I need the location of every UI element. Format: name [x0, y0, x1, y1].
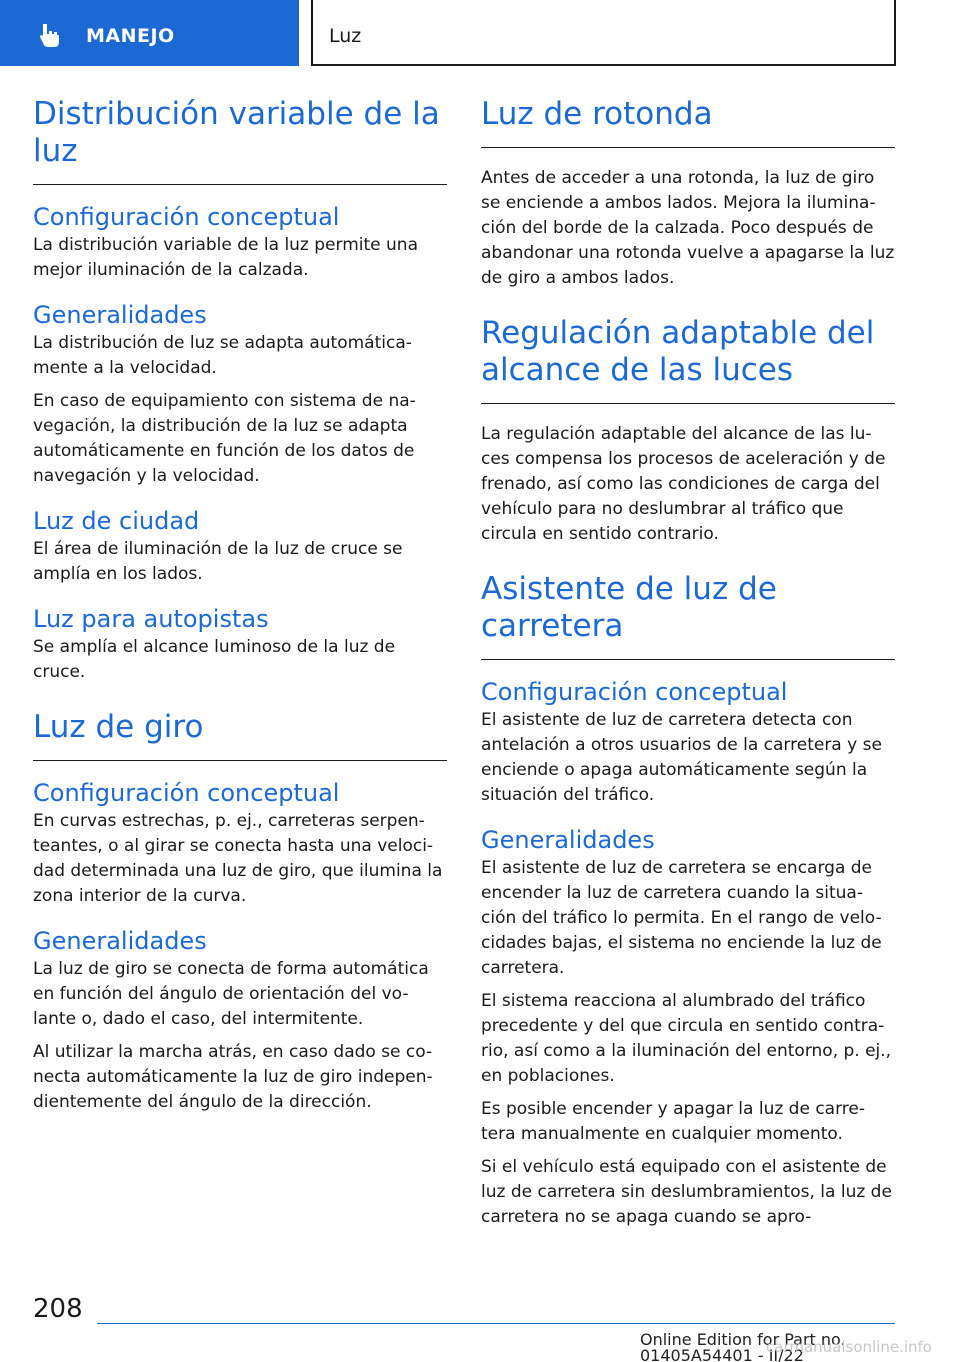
heading-rule	[33, 184, 447, 185]
subheading-dist-concept: Configuración conceptual	[33, 203, 340, 231]
paragraph: La regulación adaptable del alcance de las lu-ces compensa los procesos de aceleración y de frenado, así como las condiciones de carga del vehículo para no deslumbrar al tráfico que circula en sentido contrario.	[481, 424, 886, 544]
subheading-dist-generalidades: Generalidades	[33, 301, 207, 329]
subheading-giro-generalidades: Generalidades	[33, 927, 207, 955]
paragraph: En caso de equipamiento con sistema de na-vegación, la distribución de la luz se adapta automáticamente en función de los datos de navegación y la velocidad.	[33, 391, 416, 486]
paragraph: Es posible encender y apagar la luz de carre-tera manualmente en cualquier momento.	[481, 1099, 865, 1144]
section-label: MANEJO	[86, 25, 175, 47]
heading-asistente: Asistente de luz de carretera	[481, 571, 777, 644]
heading-rule	[481, 659, 895, 660]
heading-rule	[481, 403, 895, 404]
left-column	[33, 96, 447, 1123]
paragraph: Se amplía el alcance luminoso de la luz de cruce.	[33, 637, 396, 682]
paragraph: El sistema reacciona al alumbrado del tráfico precedente y del que circula en sentido contra-rio, así como a la iluminación del entorno, p. ej., en poblaciones.	[481, 991, 892, 1086]
heading-luz-rotonda: Luz de rotonda	[481, 96, 713, 132]
footer-rule	[97, 1323, 895, 1324]
heading-rule	[481, 147, 895, 148]
page-topic-label: Luz	[329, 25, 362, 47]
subheading-asist-concept: Configuración conceptual	[481, 678, 788, 706]
heading-distribucion: Distribución variable de la luz	[33, 96, 440, 169]
page-number: 208	[33, 1294, 83, 1324]
paragraph: Antes de acceder a una rotonda, la luz de giro se enciende a ambos lados. Mejora la ilumina-ción del borde de la calzada. Poco después de abandonar una rotonda vuelve a apagarse la luz de giro a ambos lados.	[481, 168, 895, 288]
subheading-luz-ciudad: Luz de ciudad	[33, 507, 200, 535]
subheading-luz-autopistas: Luz para autopistas	[33, 605, 269, 633]
subheading-asist-generalidades: Generalidades	[481, 826, 655, 854]
heading-rule	[33, 760, 447, 761]
paragraph: La luz de giro se conecta de forma automática en función del ángulo de orientación del vo-lante o, dado el caso, del intermitente.	[33, 959, 429, 1029]
section-tab	[0, 0, 299, 66]
paragraph: La distribución variable de la luz permite una mejor iluminación de la calzada.	[33, 235, 418, 280]
paragraph: En curvas estrechas, p. ej., carreteras serpen-teantes, o al girar se conecta hasta una veloci-dad determinada una luz de giro, que ilumina la zona interior de la curva.	[33, 811, 443, 906]
heading-luz-giro: Luz de giro	[33, 709, 204, 745]
paragraph: El área de iluminación de la luz de cruce se amplía en los lados.	[33, 539, 403, 584]
steering-hand-icon	[35, 20, 65, 50]
paragraph: El asistente de luz de carretera detecta con antelación a otros usuarios de la carretera y se enciende o apaga automáticamente según la situación del tráfico.	[481, 710, 882, 805]
paragraph: El asistente de luz de carretera se encarga de encender la luz de carretera cuando la situa-ción del tráfico lo permita. En el rango de velo-cidades bajas, el sistema no enciende la luz de carretera.	[481, 858, 882, 978]
heading-regulacion: Regulación adaptable del alcance de las luces	[481, 315, 875, 388]
right-column	[481, 96, 895, 1238]
paragraph: Si el vehículo está equipado con el asistente de luz de carretera sin deslumbramientos, la luz de carretera no se apaga cuando se apro-	[481, 1157, 892, 1227]
paragraph: Al utilizar la marcha atrás, en caso dado se co-necta automáticamente la luz de giro indepen-dientemente del ángulo de la dirección.	[33, 1042, 433, 1112]
edition-text: Online Edition for Part no. 01405A54401 - II/22	[640, 1330, 846, 1362]
watermark: carmanualsonline.info	[766, 1338, 932, 1356]
page-topic-tab	[311, 0, 896, 66]
paragraph: La distribución de luz se adapta automática-mente a la velocidad.	[33, 333, 412, 378]
subheading-giro-concept: Configuración conceptual	[33, 779, 340, 807]
